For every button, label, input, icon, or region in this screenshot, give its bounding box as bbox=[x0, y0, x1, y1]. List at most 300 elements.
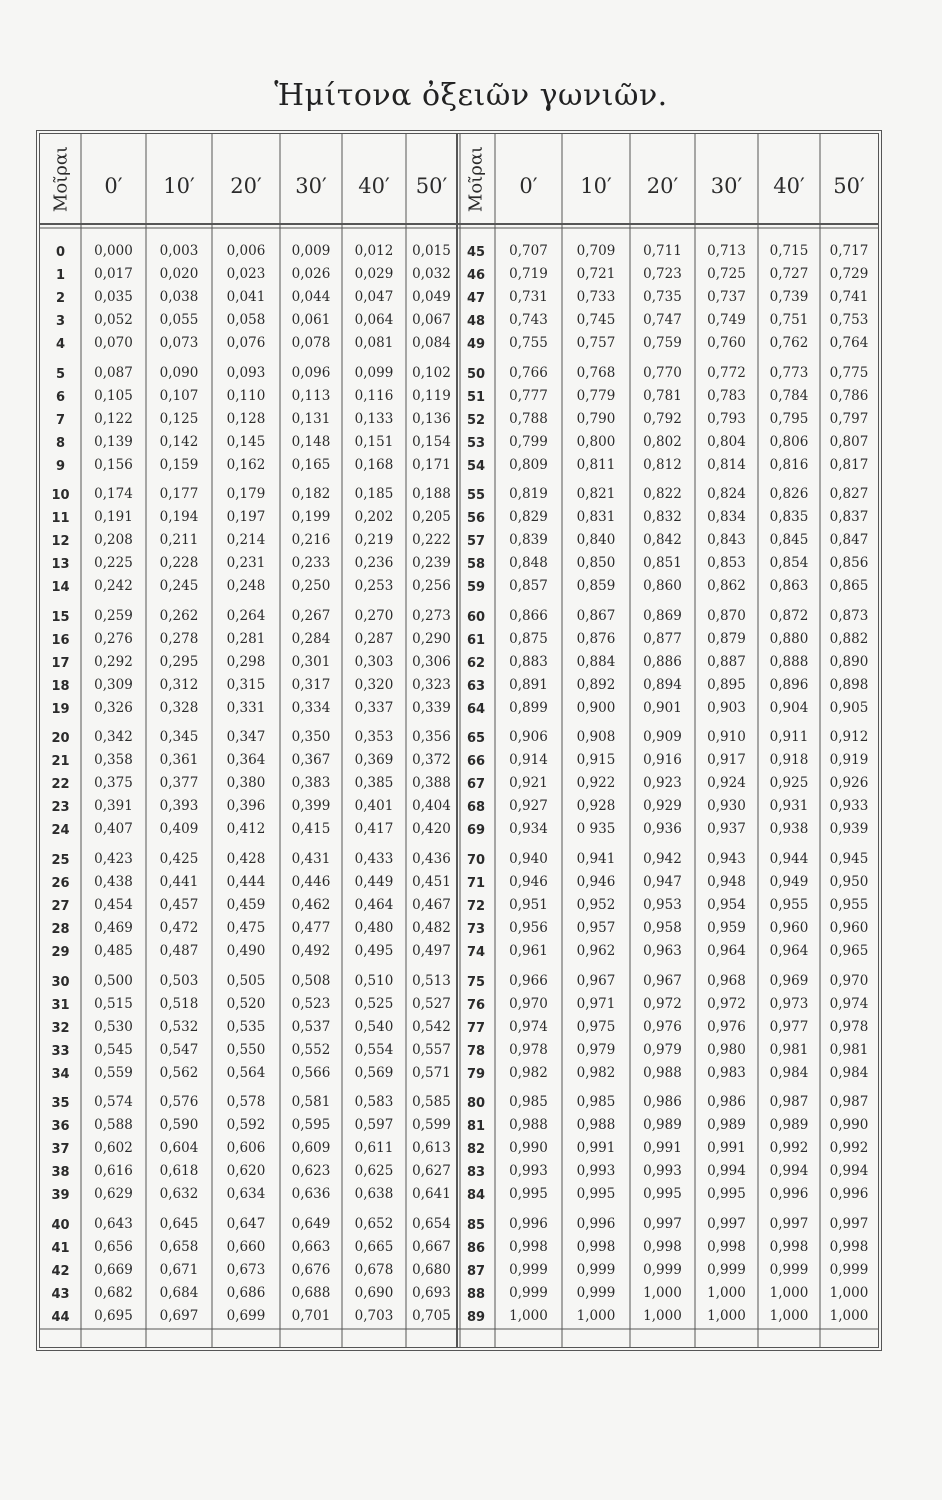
right-degree-label: 79 bbox=[466, 1066, 486, 1082]
left-sine-value: 0,588 bbox=[94, 1117, 133, 1134]
left-sine-value: 0,613 bbox=[412, 1140, 451, 1157]
right-sine-value: 0,999 bbox=[509, 1284, 548, 1301]
right-sine-value: 0,717 bbox=[829, 243, 869, 259]
right-sine-value: 0,856 bbox=[829, 555, 869, 572]
left-sine-value: 0,525 bbox=[354, 995, 394, 1012]
left-sine-value: 0,569 bbox=[354, 1064, 394, 1081]
right-sine-value: 0,956 bbox=[509, 920, 548, 936]
right-sine-value: 0,824 bbox=[707, 486, 746, 503]
left-sine-value: 0,128 bbox=[226, 410, 266, 427]
right-sine-value: 0,990 bbox=[509, 1140, 548, 1157]
right-sine-value: 0,901 bbox=[643, 699, 682, 716]
left-sine-value: 0,385 bbox=[354, 775, 394, 792]
left-sine-value: 0,219 bbox=[354, 532, 394, 549]
left-sine-value: 0,133 bbox=[354, 410, 394, 427]
left-sine-value: 0,315 bbox=[226, 676, 266, 693]
right-sine-value: 0,989 bbox=[769, 1117, 809, 1134]
right-degree-label: 83 bbox=[466, 1165, 486, 1181]
left-sine-value: 0,090 bbox=[159, 364, 199, 381]
right-degree-label: 52 bbox=[466, 412, 486, 428]
left-sine-value: 0,562 bbox=[159, 1064, 199, 1081]
left-sine-value: 0,620 bbox=[226, 1163, 266, 1180]
left-sine-value: 0,233 bbox=[291, 555, 331, 572]
left-sine-value: 0,464 bbox=[354, 897, 394, 913]
left-sine-value: 0,604 bbox=[159, 1140, 199, 1157]
right-sine-value: 0,853 bbox=[707, 555, 746, 572]
left-sine-value: 0,451 bbox=[412, 874, 451, 890]
left-sine-value: 0,564 bbox=[226, 1064, 266, 1081]
right-sine-value: 0,996 bbox=[829, 1186, 869, 1203]
right-degree-label: 55 bbox=[466, 488, 486, 504]
left-sine-value: 0,017 bbox=[94, 266, 133, 282]
left-sine-value: 0,412 bbox=[226, 821, 266, 838]
right-sine-value: 0,999 bbox=[707, 1261, 746, 1278]
right-sine-value: 0,827 bbox=[829, 486, 869, 503]
right-sine-value: 0,996 bbox=[576, 1215, 616, 1232]
left-sine-value: 0,096 bbox=[291, 364, 331, 381]
left-sine-value: 0,356 bbox=[412, 729, 451, 746]
left-sine-value: 0,214 bbox=[226, 532, 266, 549]
right-sine-value: 0,770 bbox=[643, 364, 682, 381]
left-sine-value: 0,428 bbox=[226, 851, 266, 867]
left-sine-value: 0,105 bbox=[94, 387, 133, 404]
right-sine-value: 0,735 bbox=[643, 289, 682, 305]
right-sine-value: 0,949 bbox=[769, 874, 809, 890]
right-sine-value: 0,819 bbox=[509, 486, 548, 503]
left-sine-value: 0,682 bbox=[94, 1284, 133, 1301]
right-sine-value: 0,995 bbox=[509, 1186, 548, 1203]
right-sine-value: 0,723 bbox=[643, 266, 682, 282]
left-sine-value: 0,012 bbox=[354, 243, 394, 259]
left-sine-value: 0,122 bbox=[94, 410, 133, 427]
left-sine-value: 0,015 bbox=[412, 243, 451, 259]
left-sine-value: 0,038 bbox=[159, 289, 199, 305]
right-sine-value: 1,000 bbox=[769, 1307, 809, 1324]
right-degree-label: 45 bbox=[466, 245, 486, 260]
right-degree-label: 72 bbox=[466, 899, 486, 914]
right-sine-value: 0,804 bbox=[707, 433, 746, 450]
right-sine-value: 0,970 bbox=[509, 995, 548, 1012]
left-sine-value: 0,301 bbox=[291, 653, 331, 670]
right-degree-label: 86 bbox=[466, 1240, 486, 1256]
right-sine-value: 0,755 bbox=[509, 335, 548, 351]
left-sine-value: 0,462 bbox=[291, 897, 331, 913]
right-sine-value: 0,989 bbox=[707, 1117, 746, 1134]
left-sine-value: 0,067 bbox=[412, 312, 451, 328]
left-sine-value: 0,656 bbox=[94, 1238, 133, 1255]
left-degree-label: 23 bbox=[51, 800, 70, 816]
left-sine-value: 0,231 bbox=[226, 555, 266, 572]
right-degree-label: 57 bbox=[466, 534, 486, 550]
left-sine-value: 0,703 bbox=[354, 1307, 394, 1324]
right-sine-value: 0,857 bbox=[509, 578, 548, 595]
left-degree-label: 15 bbox=[51, 609, 70, 625]
left-sine-value: 0,003 bbox=[159, 243, 199, 259]
right-sine-value: 1,000 bbox=[769, 1284, 809, 1301]
right-sine-value: 0,982 bbox=[509, 1064, 548, 1081]
left-sine-value: 0,629 bbox=[94, 1186, 133, 1203]
left-degree-label: 25 bbox=[51, 853, 70, 868]
right-sine-value: 0,880 bbox=[769, 630, 809, 647]
left-sine-value: 0,032 bbox=[412, 266, 451, 282]
right-sine-value: 0,790 bbox=[576, 410, 616, 427]
right-sine-value: 0,999 bbox=[829, 1261, 869, 1278]
right-sine-value: 0,832 bbox=[643, 509, 682, 526]
right-sine-value: 0,745 bbox=[576, 312, 616, 328]
left-sine-value: 0,540 bbox=[354, 1018, 394, 1035]
left-sine-value: 0,454 bbox=[94, 897, 133, 913]
left-sine-value: 0,339 bbox=[412, 699, 451, 716]
left-sine-value: 0,647 bbox=[226, 1215, 266, 1232]
left-sine-value: 0,645 bbox=[159, 1215, 199, 1232]
right-degree-label: 48 bbox=[466, 314, 486, 329]
left-sine-value: 0,156 bbox=[94, 456, 133, 473]
left-sine-value: 0,256 bbox=[412, 578, 451, 595]
left-sine-value: 0,503 bbox=[159, 972, 199, 989]
left-sine-value: 0,441 bbox=[159, 874, 199, 890]
right-degree-label: 69 bbox=[466, 823, 486, 839]
right-sine-value: 0,854 bbox=[769, 555, 809, 572]
left-sine-value: 0,264 bbox=[226, 607, 266, 624]
left-sine-value: 0,107 bbox=[159, 387, 199, 404]
left-sine-value: 0,179 bbox=[226, 486, 266, 503]
left-sine-value: 0,550 bbox=[226, 1041, 266, 1058]
right-sine-value: 0,939 bbox=[829, 821, 869, 838]
right-sine-value: 0,978 bbox=[829, 1018, 869, 1035]
right-sine-value: 0,930 bbox=[707, 798, 746, 815]
right-sine-value: 0,749 bbox=[707, 312, 746, 328]
left-sine-value: 0,281 bbox=[226, 630, 266, 647]
page-title: Ἡμίτονα ὀξειῶν γωνιῶν. bbox=[274, 78, 668, 113]
left-sine-value: 0,618 bbox=[159, 1163, 199, 1180]
left-sine-value: 0,492 bbox=[291, 943, 331, 959]
left-sine-value: 0,627 bbox=[412, 1163, 451, 1180]
left-degree-label: 28 bbox=[51, 922, 70, 937]
left-degree-label: 14 bbox=[51, 580, 70, 596]
left-degree-label: 31 bbox=[51, 997, 70, 1013]
left-sine-value: 0,396 bbox=[226, 798, 266, 815]
right-sine-value: 0,994 bbox=[829, 1163, 869, 1180]
right-sine-value: 0,711 bbox=[643, 243, 682, 259]
right-degree-label: 78 bbox=[466, 1043, 486, 1059]
left-sine-value: 0,559 bbox=[94, 1064, 133, 1081]
left-sine-value: 0,545 bbox=[94, 1041, 133, 1058]
right-sine-value: 0,940 bbox=[509, 851, 548, 867]
left-degree-label: 4 bbox=[55, 337, 66, 352]
left-sine-value: 0,665 bbox=[354, 1238, 394, 1255]
right-sine-value: 0,766 bbox=[509, 364, 548, 381]
right-sine-value: 0,741 bbox=[829, 289, 869, 305]
right-sine-value: 0,982 bbox=[576, 1064, 616, 1081]
left-sine-value: 0,188 bbox=[412, 486, 451, 503]
right-sine-value: 0,948 bbox=[707, 874, 746, 890]
right-sine-value: 0,946 bbox=[576, 874, 616, 890]
left-degree-label: 12 bbox=[51, 534, 70, 550]
left-sine-value: 0,023 bbox=[226, 266, 266, 282]
right-sine-value: 0,835 bbox=[769, 509, 809, 526]
left-sine-value: 0,248 bbox=[226, 578, 266, 595]
right-sine-value: 0,777 bbox=[509, 387, 548, 404]
left-sine-value: 0,571 bbox=[412, 1064, 451, 1081]
right-sine-value: 1,000 bbox=[643, 1307, 682, 1324]
right-sine-value: 0,985 bbox=[509, 1094, 548, 1111]
right-sine-value: 0,972 bbox=[707, 995, 746, 1012]
left-sine-value: 0,165 bbox=[291, 456, 331, 473]
right-sine-value: 0,964 bbox=[707, 943, 746, 959]
right-sine-value: 0,924 bbox=[707, 775, 746, 792]
right-sine-value: 0,916 bbox=[643, 752, 682, 769]
right-sine-value: 0,829 bbox=[509, 509, 548, 526]
right-sine-value: 0,979 bbox=[643, 1041, 682, 1058]
left-sine-value: 0,537 bbox=[291, 1018, 331, 1035]
right-sine-value: 0,915 bbox=[576, 752, 616, 769]
left-sine-value: 0,131 bbox=[291, 410, 331, 427]
right-sine-value: 0,743 bbox=[509, 312, 548, 328]
left-sine-value: 0,547 bbox=[159, 1041, 199, 1058]
right-sine-value: 0,997 bbox=[643, 1215, 682, 1232]
right-degree-label: 88 bbox=[466, 1286, 486, 1302]
left-sine-value: 0,423 bbox=[94, 851, 133, 867]
left-sine-value: 0,009 bbox=[291, 243, 331, 259]
left-sine-value: 0,652 bbox=[354, 1215, 394, 1232]
left-sine-value: 0,345 bbox=[159, 729, 199, 746]
right-sine-value: 0,999 bbox=[576, 1261, 616, 1278]
left-sine-value: 0,690 bbox=[354, 1284, 394, 1301]
minute-header: 10′ bbox=[163, 174, 195, 198]
left-sine-value: 0,020 bbox=[159, 266, 199, 282]
right-sine-value: 0,997 bbox=[769, 1215, 809, 1232]
right-sine-value: 0,917 bbox=[707, 752, 746, 769]
right-degree-label: 71 bbox=[466, 876, 486, 891]
minute-header: 0′ bbox=[519, 174, 538, 198]
left-sine-value: 0,245 bbox=[159, 578, 199, 595]
right-sine-value: 0,946 bbox=[509, 874, 548, 890]
left-degree-label: 17 bbox=[51, 655, 70, 671]
left-degree-label: 38 bbox=[51, 1165, 70, 1181]
left-sine-value: 0,035 bbox=[94, 289, 133, 305]
right-sine-value: 0,739 bbox=[769, 289, 809, 305]
left-degree-label: 9 bbox=[55, 458, 66, 474]
right-sine-value: 0,906 bbox=[509, 729, 548, 746]
left-sine-value: 0,505 bbox=[226, 972, 266, 989]
left-sine-value: 0,697 bbox=[159, 1307, 199, 1324]
left-sine-value: 0,590 bbox=[159, 1117, 199, 1134]
left-sine-value: 0,139 bbox=[94, 433, 133, 450]
left-sine-value: 0,000 bbox=[94, 243, 133, 259]
right-sine-value: 0,996 bbox=[769, 1186, 809, 1203]
left-sine-value: 0,393 bbox=[159, 798, 199, 815]
right-sine-value: 0,958 bbox=[643, 920, 682, 936]
left-sine-value: 0,495 bbox=[354, 943, 394, 959]
right-sine-value: 0,816 bbox=[769, 456, 809, 473]
right-degree-label: 58 bbox=[466, 557, 486, 573]
right-sine-value: 0,938 bbox=[769, 821, 809, 838]
left-sine-value: 0,404 bbox=[412, 798, 451, 815]
right-sine-value: 0,707 bbox=[509, 243, 548, 259]
left-sine-value: 0,055 bbox=[159, 312, 199, 328]
right-degree-label: 81 bbox=[466, 1119, 486, 1135]
right-sine-value: 0,837 bbox=[829, 509, 869, 526]
left-sine-value: 0,081 bbox=[354, 335, 394, 351]
right-sine-value: 0,719 bbox=[509, 266, 548, 282]
left-sine-value: 0,052 bbox=[94, 312, 133, 328]
right-degree-label: 82 bbox=[466, 1142, 486, 1158]
right-degree-label: 85 bbox=[466, 1217, 486, 1233]
left-sine-value: 0,047 bbox=[354, 289, 394, 305]
right-sine-value: 0,937 bbox=[707, 821, 746, 838]
left-degree-label: 26 bbox=[51, 876, 70, 891]
left-sine-value: 0,574 bbox=[94, 1094, 133, 1111]
left-sine-value: 0,142 bbox=[159, 433, 199, 450]
right-sine-value: 1,000 bbox=[829, 1284, 869, 1301]
left-sine-value: 0,701 bbox=[291, 1307, 331, 1324]
left-sine-value: 0,073 bbox=[159, 335, 199, 351]
left-sine-value: 0,185 bbox=[354, 486, 394, 503]
left-sine-value: 0,270 bbox=[354, 607, 394, 624]
right-sine-value: 0,862 bbox=[707, 578, 746, 595]
right-sine-value: 0,812 bbox=[643, 456, 682, 473]
minute-header: 20′ bbox=[230, 174, 262, 198]
left-sine-value: 0,225 bbox=[94, 555, 133, 572]
right-sine-value: 0,981 bbox=[829, 1041, 869, 1058]
left-sine-value: 0,136 bbox=[412, 410, 451, 427]
right-degree-label: 75 bbox=[466, 974, 486, 990]
right-sine-value: 0,869 bbox=[643, 607, 682, 624]
right-sine-value: 0,834 bbox=[707, 509, 746, 526]
left-sine-value: 0,490 bbox=[226, 943, 266, 959]
right-sine-value: 0,896 bbox=[769, 676, 809, 693]
left-sine-value: 0,625 bbox=[354, 1163, 394, 1180]
left-sine-value: 0,159 bbox=[159, 456, 199, 473]
left-sine-value: 0,216 bbox=[291, 532, 331, 549]
left-sine-value: 0,520 bbox=[226, 995, 266, 1012]
right-degree-label: 56 bbox=[466, 511, 486, 527]
right-sine-value: 0,850 bbox=[576, 555, 616, 572]
minute-header: 40′ bbox=[358, 174, 390, 198]
right-sine-value: 0,908 bbox=[576, 729, 616, 746]
right-sine-value: 0,891 bbox=[509, 676, 548, 693]
left-sine-value: 0,515 bbox=[94, 995, 133, 1012]
left-sine-value: 0,420 bbox=[412, 821, 451, 838]
right-sine-value: 1,000 bbox=[643, 1284, 682, 1301]
right-sine-value: 0,911 bbox=[769, 729, 809, 746]
right-sine-value: 0,904 bbox=[769, 699, 809, 716]
right-sine-value: 0,848 bbox=[509, 555, 548, 572]
left-sine-value: 0,292 bbox=[94, 653, 133, 670]
left-sine-value: 0,634 bbox=[226, 1186, 266, 1203]
right-sine-value: 0,995 bbox=[643, 1186, 682, 1203]
left-sine-value: 0,278 bbox=[159, 630, 199, 647]
left-sine-value: 0,433 bbox=[354, 851, 394, 867]
left-sine-value: 0,623 bbox=[291, 1163, 331, 1180]
left-sine-value: 0,061 bbox=[291, 312, 331, 328]
right-sine-value: 0,884 bbox=[576, 653, 616, 670]
left-sine-value: 0,695 bbox=[94, 1307, 133, 1324]
left-sine-value: 0,194 bbox=[159, 509, 199, 526]
right-sine-value: 0,872 bbox=[769, 607, 809, 624]
right-sine-value: 0,992 bbox=[829, 1140, 869, 1157]
right-sine-value: 0,936 bbox=[643, 821, 682, 838]
right-sine-value: 0,879 bbox=[707, 630, 746, 647]
right-sine-value: 0,931 bbox=[769, 798, 809, 815]
right-sine-value: 0,922 bbox=[576, 775, 616, 792]
left-degree-label: 21 bbox=[51, 754, 70, 770]
left-sine-value: 0,309 bbox=[94, 676, 133, 693]
right-sine-value: 0,951 bbox=[509, 897, 548, 913]
left-sine-value: 0,253 bbox=[354, 578, 394, 595]
left-sine-value: 0,500 bbox=[94, 972, 133, 989]
left-sine-value: 0,391 bbox=[94, 798, 133, 815]
right-sine-value: 0,715 bbox=[769, 243, 809, 259]
left-degree-label: 1 bbox=[55, 268, 66, 283]
left-degree-label: 18 bbox=[51, 678, 70, 694]
left-sine-value: 0,699 bbox=[226, 1307, 266, 1324]
left-sine-value: 0,211 bbox=[159, 532, 199, 549]
left-sine-value: 0,242 bbox=[94, 578, 133, 595]
right-sine-value: 0,759 bbox=[643, 335, 682, 351]
left-sine-value: 0,632 bbox=[159, 1186, 199, 1203]
right-sine-value: 1,000 bbox=[509, 1307, 548, 1324]
right-sine-value: 0,905 bbox=[829, 699, 869, 716]
right-sine-value: 0,991 bbox=[576, 1140, 616, 1157]
right-degree-label: 51 bbox=[466, 389, 486, 405]
right-sine-value: 0,987 bbox=[769, 1094, 809, 1111]
right-sine-value: 0,970 bbox=[829, 972, 869, 989]
right-sine-value: 0,994 bbox=[769, 1163, 809, 1180]
right-sine-value: 0,784 bbox=[769, 387, 809, 404]
left-sine-value: 0,041 bbox=[226, 289, 266, 305]
left-sine-value: 0,162 bbox=[226, 456, 266, 473]
minute-header: 30′ bbox=[710, 174, 743, 198]
right-sine-value: 0,737 bbox=[707, 289, 746, 305]
right-sine-value: 0,954 bbox=[707, 897, 746, 913]
right-sine-value: 0,990 bbox=[829, 1117, 869, 1134]
left-sine-value: 0,093 bbox=[226, 364, 266, 381]
left-sine-value: 0,110 bbox=[226, 387, 266, 404]
right-sine-value: 0,964 bbox=[769, 943, 809, 959]
right-sine-value: 0,867 bbox=[576, 607, 616, 624]
right-sine-value: 0,768 bbox=[576, 364, 616, 381]
right-sine-value: 0,975 bbox=[576, 1018, 616, 1035]
left-sine-value: 0,595 bbox=[291, 1117, 331, 1134]
right-sine-value: 0,995 bbox=[576, 1186, 616, 1203]
right-sine-value: 0,991 bbox=[707, 1140, 746, 1157]
left-sine-value: 0,377 bbox=[159, 775, 199, 792]
right-sine-value: 0,873 bbox=[829, 607, 869, 624]
left-sine-value: 0,154 bbox=[412, 433, 451, 450]
left-sine-value: 0,535 bbox=[226, 1018, 266, 1035]
left-sine-value: 0,611 bbox=[354, 1140, 394, 1157]
right-sine-value: 0,725 bbox=[707, 266, 746, 282]
right-sine-value: 0,993 bbox=[576, 1163, 616, 1180]
right-sine-value: 0,986 bbox=[643, 1094, 682, 1111]
left-sine-value: 0,523 bbox=[291, 995, 331, 1012]
minute-header: 40′ bbox=[773, 174, 805, 198]
right-sine-value: 0,860 bbox=[643, 578, 682, 595]
left-sine-value: 0,680 bbox=[412, 1261, 451, 1278]
minute-header: 20′ bbox=[646, 174, 679, 198]
right-degree-label: 46 bbox=[466, 268, 486, 283]
left-sine-value: 0,350 bbox=[291, 729, 331, 746]
left-sine-value: 0,102 bbox=[412, 364, 451, 381]
left-degree-label: 42 bbox=[51, 1263, 70, 1279]
left-sine-value: 0,669 bbox=[94, 1261, 133, 1278]
left-sine-value: 0,415 bbox=[291, 821, 331, 838]
left-sine-value: 0,557 bbox=[412, 1041, 451, 1058]
left-sine-value: 0,383 bbox=[291, 775, 331, 792]
left-sine-value: 0,676 bbox=[291, 1261, 331, 1278]
right-sine-value: 0,986 bbox=[707, 1094, 746, 1111]
